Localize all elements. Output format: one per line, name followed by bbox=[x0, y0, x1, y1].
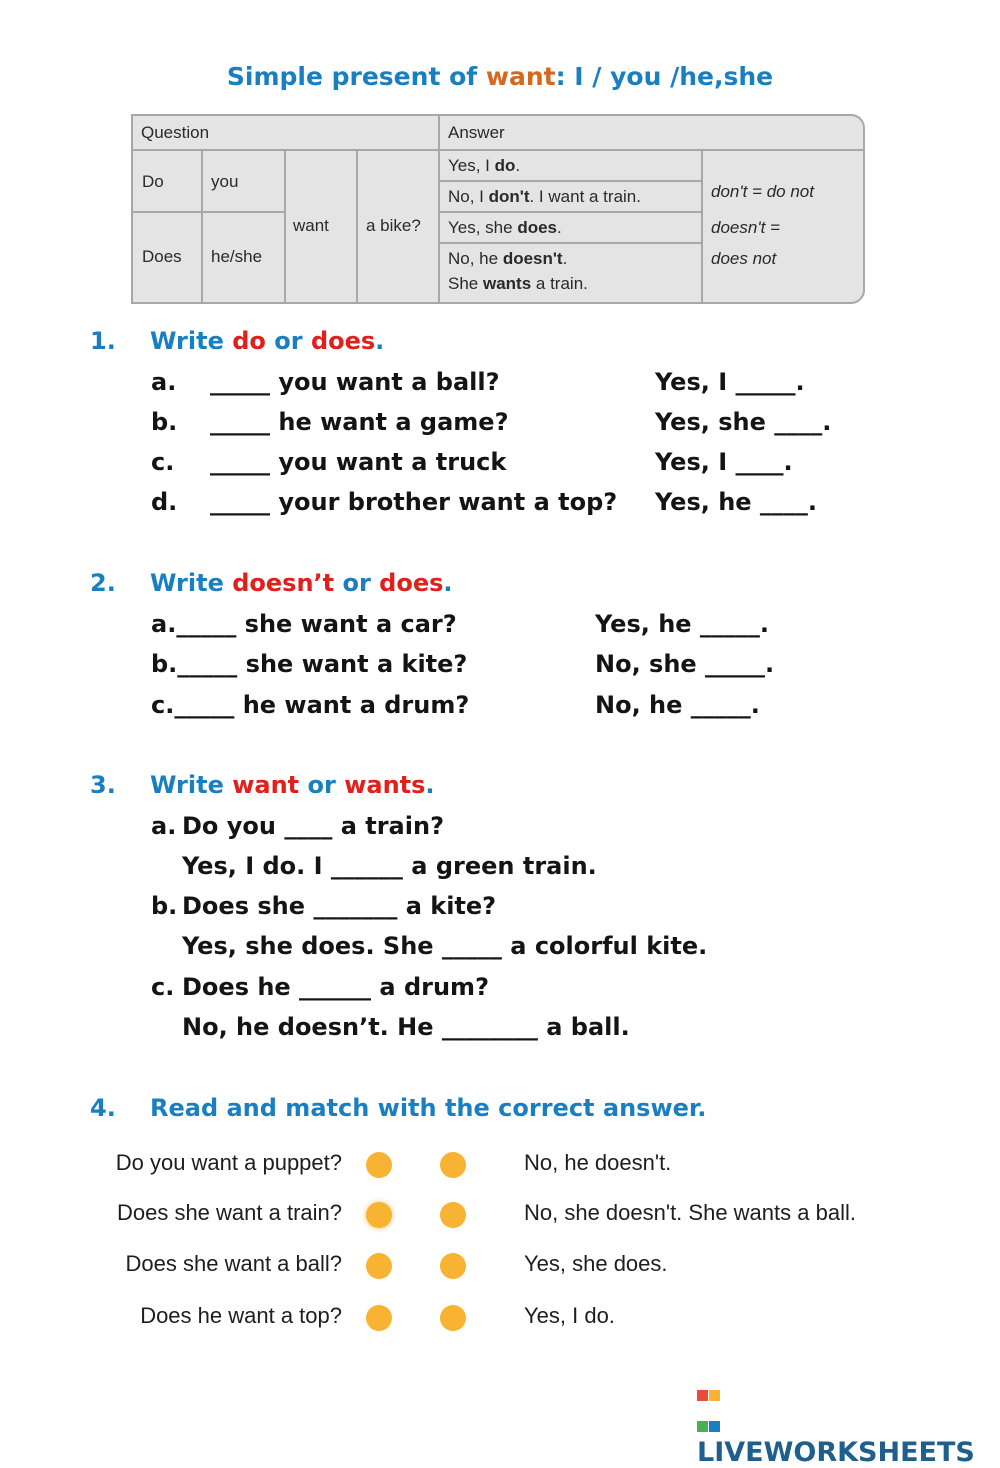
ex3-label-c: c. bbox=[151, 973, 175, 1001]
match-dot-right-4[interactable] bbox=[440, 1305, 466, 1331]
section-2-heading: 2. Write doesn’t or does. bbox=[90, 569, 453, 597]
logo-icon bbox=[697, 1378, 721, 1402]
match-answer-1: No, he doesn't. bbox=[524, 1150, 672, 1175]
match-question-3: Does she want a ball? bbox=[125, 1251, 342, 1276]
ex1-answer-a[interactable]: Yes, I _____. bbox=[655, 368, 805, 396]
match-answer-2: No, she doesn't. She wants a ball. bbox=[524, 1200, 856, 1225]
match-dot-left-1[interactable] bbox=[366, 1152, 392, 1178]
match-answer-4: Yes, I do. bbox=[524, 1303, 615, 1328]
ex1-label-c: c. bbox=[151, 448, 175, 476]
ex2-answer-a[interactable]: Yes, he _____. bbox=[595, 610, 770, 638]
match-answer-3: Yes, she does. bbox=[524, 1251, 668, 1276]
answer-no-he-doesnt: No, he doesn't. bbox=[448, 249, 568, 268]
table-you: you bbox=[211, 172, 239, 191]
ex3-question-a[interactable]: Do you ____ a train? bbox=[182, 812, 444, 840]
section-4-heading: 4. Read and match with the correct answer. bbox=[90, 1094, 707, 1122]
match-dot-left-2[interactable] bbox=[366, 1202, 392, 1228]
table-a-bike: a bike? bbox=[366, 216, 421, 235]
answer-no-i-dont: No, I don't. I want a train. bbox=[448, 187, 641, 206]
table-do: Do bbox=[142, 172, 164, 191]
ex1-question-c[interactable]: _____ you want a truck bbox=[210, 448, 507, 476]
ex1-question-d[interactable]: _____ your brother want a top? bbox=[210, 488, 618, 516]
ex1-answer-b[interactable]: Yes, she ____. bbox=[655, 408, 832, 436]
match-dot-right-1[interactable] bbox=[440, 1152, 466, 1178]
ex3-question-c[interactable]: Does he ______ a drum? bbox=[182, 973, 489, 1001]
ex1-answer-c[interactable]: Yes, I ____. bbox=[655, 448, 793, 476]
match-dot-right-2[interactable] bbox=[440, 1202, 466, 1228]
match-question-1: Do you want a puppet? bbox=[115, 1150, 342, 1175]
ex3-answer-c[interactable]: No, he doesn’t. He ________ a ball. bbox=[182, 1013, 630, 1041]
note-dont: don't = do not bbox=[711, 182, 814, 201]
ex3-label-b: b. bbox=[151, 892, 178, 920]
ex3-answer-a[interactable]: Yes, I do. I ______ a green train. bbox=[182, 852, 597, 880]
liveworksheets-logo: LIVEWORKSHEETS bbox=[697, 1378, 1000, 1468]
ex2-item-c[interactable]: c._____ he want a drum? bbox=[151, 691, 470, 719]
grammar-table bbox=[131, 114, 865, 304]
page-title: Simple present of want: I / you /he,she bbox=[226, 62, 774, 91]
ex3-label-a: a. bbox=[151, 812, 177, 840]
match-question-4: Does he want a top? bbox=[140, 1303, 342, 1328]
ex1-label-b: b. bbox=[151, 408, 178, 436]
ex1-answer-d[interactable]: Yes, he ____. bbox=[655, 488, 818, 516]
ex1-label-a: a. bbox=[151, 368, 177, 396]
ex1-question-b[interactable]: _____ he want a game? bbox=[210, 408, 509, 436]
ex2-answer-b[interactable]: No, she _____. bbox=[595, 650, 775, 678]
match-question-2: Does she want a train? bbox=[116, 1200, 342, 1225]
ex2-item-b[interactable]: b._____ she want a kite? bbox=[151, 650, 468, 678]
ex1-label-d: d. bbox=[151, 488, 178, 516]
ex3-question-b[interactable]: Does she _______ a kite? bbox=[182, 892, 497, 920]
answer-yes-i-do: Yes, I do. bbox=[448, 156, 521, 175]
ex2-item-a[interactable]: a._____ she want a car? bbox=[151, 610, 457, 638]
answer-she-wants-train: She wants a train. bbox=[448, 274, 588, 293]
table-want: want bbox=[293, 216, 329, 235]
table-does: Does bbox=[142, 247, 182, 266]
section-1-heading: 1. Write do or does. bbox=[90, 327, 385, 355]
table-heshe: he/she bbox=[211, 247, 263, 266]
match-dot-right-3[interactable] bbox=[440, 1253, 466, 1279]
ex3-answer-b[interactable]: Yes, she does. She _____ a colorful kite. bbox=[182, 932, 708, 960]
ex1-question-a[interactable]: _____ you want a ball? bbox=[210, 368, 500, 396]
answer-header: Answer bbox=[448, 123, 505, 142]
title-highlight: want bbox=[485, 62, 556, 91]
question-header: Question bbox=[141, 123, 210, 142]
match-dot-left-3[interactable] bbox=[366, 1253, 392, 1279]
match-dot-left-4[interactable] bbox=[366, 1305, 392, 1331]
note-doesnt: doesn't = bbox=[711, 218, 780, 237]
note-does-not: does not bbox=[711, 249, 777, 268]
section-3-heading: 3. Write want or wants. bbox=[90, 771, 435, 799]
answer-yes-she-does: Yes, she does. bbox=[448, 218, 562, 237]
ex2-answer-c[interactable]: No, he _____. bbox=[595, 691, 760, 719]
